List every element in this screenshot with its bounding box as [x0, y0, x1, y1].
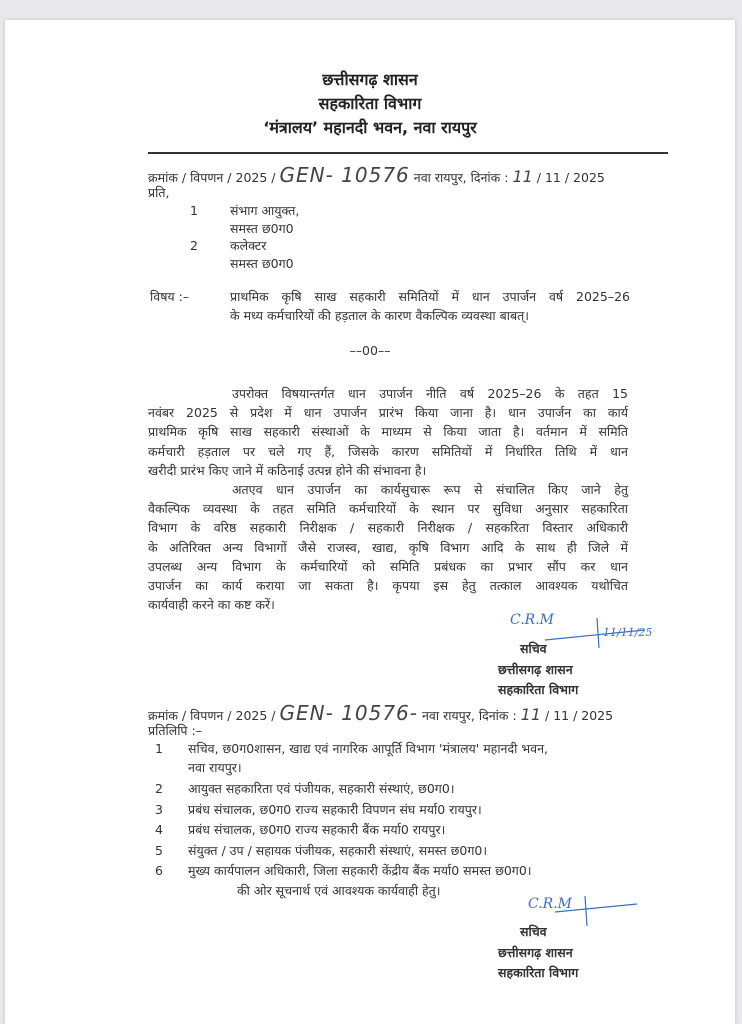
- copy-item-number: 1: [155, 741, 163, 756]
- signature-initials: C.R.M: [528, 896, 572, 912]
- signatory-title: सचिव: [520, 924, 547, 939]
- paragraph-line: कार्यवाही करने का कष्ट करें।: [148, 597, 275, 613]
- signature-date: 11/11/25: [603, 626, 653, 639]
- copy-item-line: नवा रायपुर।: [188, 760, 242, 775]
- copy-item-line: मुख्य कार्यपालन अधिकारी, जिला सहकारी केंद्रीय बैंक मर्या0 समस्त छ0ग0।: [188, 863, 532, 878]
- paragraph-line: अतएव धान उपार्जन का कार्यसुचारू रूप से संचालित किए जाने हेतु: [232, 482, 628, 497]
- subject-line: के मध्य कर्मचारियों की हड़ताल के कारण वैकल्पिक व्यवस्था बाबत्।: [230, 308, 529, 323]
- copy-item-line: प्रबंध संचालक, छ0ग0 राज्य सहकारी विपणन संघ मर्या0 रायपुर।: [188, 802, 482, 817]
- copy-item-line: आयुक्त सहकारिता एवं पंजीयक, सहकारी संस्थाएं, छ0ग0।: [188, 781, 455, 796]
- paragraph-line: प्राथमिक कृषि साख सहकारी संस्थाओं के माध्यम से किया जाता है। वर्तमान में समिति: [148, 424, 628, 440]
- copy-item-number: 4: [155, 822, 163, 837]
- header-department: सहकारिता विभाग: [318, 94, 422, 113]
- paragraph-line: नवंबर 2025 से प्रदेश में धान उपार्जन प्रारंभ किया जाना है। धान उपार्जन का कार्य: [148, 405, 628, 421]
- date-day-handwritten: 11: [512, 167, 533, 186]
- signatory-government: छत्तीसगढ़ शासन: [498, 662, 573, 677]
- paragraph-line: कर्मचारी हड़ताल पर चले गए हैं, जिसके कारण समितियों में निर्धारित तिथि में धान: [148, 443, 628, 459]
- subject-label: विषय :–: [150, 289, 190, 304]
- reference-prefix: क्रमांक / विपणन / 2025 /: [148, 170, 276, 185]
- signatory-title: सचिव: [520, 641, 547, 656]
- reference-number-handwritten: GEN- 10576: [279, 163, 410, 187]
- paragraph-line: वैकल्पिक व्यवस्था के तहत समिति कर्मचारियों के स्थान पर सुविधा अनुसार सहकारिता: [148, 501, 628, 517]
- to-label: प्रति,: [148, 185, 170, 200]
- reference-line: [148, 163, 605, 187]
- reference-prefix: क्रमांक / विपणन / 2025 /: [148, 708, 276, 723]
- recipient-line: समस्त छ0ग0: [230, 221, 294, 236]
- date-rest: / 11 / 2025: [536, 170, 605, 185]
- date-day-handwritten: 11: [520, 705, 542, 724]
- copy-item-number: 6: [155, 863, 163, 878]
- recipient-number: 2: [190, 238, 198, 253]
- paragraph-line: के अतिरिक्त अन्य विभागों जैसे राजस्व, खाद्य, कृषि विभाग आदि के साथ ही जिले में: [148, 539, 628, 555]
- paragraph-line: विभाग के वरिष्ठ सहकारी निरीक्षक / सहकारी निरीक्षक / सहकरिता विस्तार अधिकारी: [148, 520, 628, 536]
- reference-number-handwritten: GEN- 10576-: [279, 701, 418, 725]
- signature-initials: C.R.M: [510, 612, 554, 628]
- signatory-department: सहकारिता विभाग: [498, 682, 579, 697]
- paragraph-line: खरीदी प्रारंभ किए जाने में कठिनाई उत्पन्न होने की संभावना है।: [148, 462, 427, 478]
- place-date-label: नवा रायपुर, दिनांक :: [413, 170, 509, 185]
- copy-item-line: सचिव, छ0ग0शासन, खाद्य एवं नागरिक आपूर्ति विभाग 'मंत्रालय' महानदी भवन,: [188, 741, 548, 756]
- copy-label: प्रतिलिपि :–: [148, 723, 202, 738]
- separator: ––00––: [349, 343, 391, 358]
- paragraph-line: उपरोक्त विषयान्तर्गत धान उपार्जन नीति वर्ष 2025–26 के तहत 15: [232, 386, 628, 401]
- copy-reference-line: [148, 701, 613, 725]
- paragraph-line: उपार्जन का कार्य कराया जा सकता है। कृपया इस हेतु तत्काल आवश्यक यथोचित: [148, 578, 628, 594]
- place-date-label: नवा रायपुर, दिनांक :: [421, 708, 517, 723]
- recipient-line: समस्त छ0ग0: [230, 256, 294, 271]
- copy-item-number: 5: [155, 843, 163, 858]
- recipient-line: संभाग आयुक्त,: [230, 203, 300, 218]
- document-page: [5, 20, 735, 1024]
- copy-closing: की ओर सूचनार्थ एवं आवश्यक कार्यवाही हेतु।: [237, 883, 441, 898]
- subject-line: प्राथमिक कृषि साख सहकारी समितियों में धान उपार्जन वर्ष 2025–26: [230, 289, 630, 304]
- recipient-line: कलेक्टर: [230, 238, 267, 253]
- copy-item-line: संयुक्त / उप / सहायक पंजीयक, सहकारी संस्थाएं, समस्त छ0ग0।: [188, 843, 488, 858]
- paragraph-1: [148, 384, 628, 480]
- header-divider: [148, 152, 668, 154]
- date-rest: / 11 / 2025: [545, 708, 614, 723]
- paragraph-2: [148, 480, 628, 614]
- signatory-government: छत्तीसगढ़ शासन: [498, 945, 573, 960]
- paragraph-line: उपलब्ध अन्य विभाग के कर्मचारियों को समिति प्रबंधक का प्रभार सौंप कर धान: [148, 558, 628, 574]
- header-address: ‘मंत्रालय’ महानदी भवन, नवा रायपुर: [263, 118, 477, 137]
- signatory-department: सहकारिता विभाग: [498, 965, 579, 980]
- recipient-number: 1: [190, 203, 198, 218]
- copy-item-number: 3: [155, 802, 163, 817]
- header-government: छत्तीसगढ़ शासन: [322, 70, 418, 89]
- copy-item-number: 2: [155, 781, 163, 796]
- copy-item-line: प्रबंध संचालक, छ0ग0 राज्य सहकारी बैंक मर्या0 रायपुर।: [188, 822, 446, 837]
